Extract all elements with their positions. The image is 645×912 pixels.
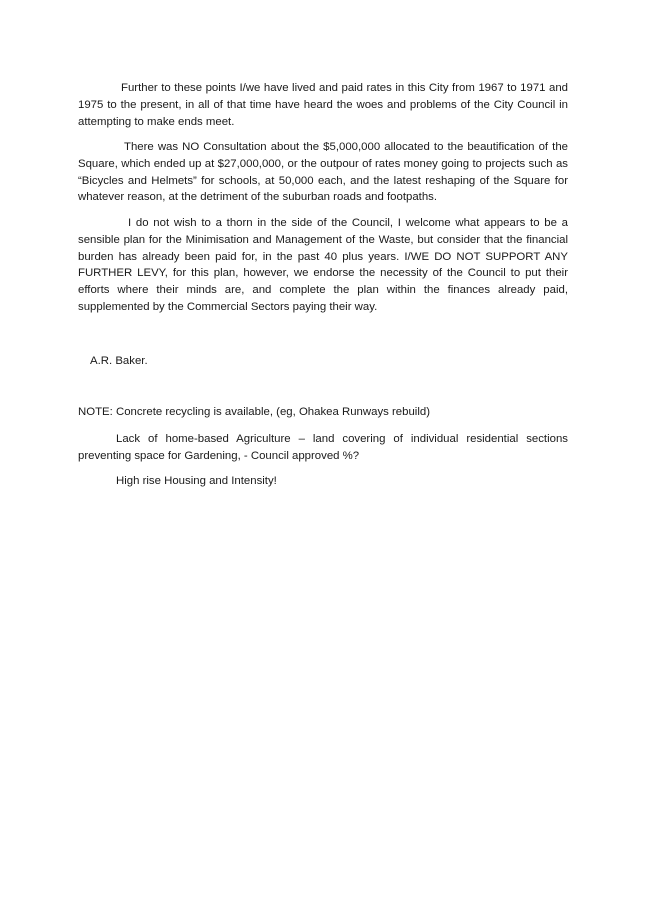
note-heading: NOTE: Concrete recycling is available, (eg, Ohakea Runways rebuild)	[78, 406, 430, 418]
signature: A.R. Baker.	[90, 355, 148, 367]
paragraph-text: Further to these points I/we have lived and paid rates in this City from 1967 to 1971 and 1975 to the present, in all of that time have heard the woes and problems of the City Council in attempting to make ends meet.	[78, 82, 568, 128]
paragraph-text: I do not wish to a thorn in the side of the Council, I welcome what appears to be a sensible plan for the Minimisation and Management of the Waste, but consider that the financial burden has already been paid for, in the past 40 plus years. I/WE DO NOT SUPPORT ANY FURTHER LEVY, for this plan, however, we endorse the necessity of the Council to put their efforts where their minds are, and complete the plan within the finances already paid, supplemented by the Commercial Sectors paying their way.	[78, 217, 568, 313]
note-item-agriculture	[78, 431, 568, 465]
paragraph-levy-position	[78, 215, 568, 316]
paragraph-rates-history	[78, 80, 568, 130]
paragraph-consultation	[78, 139, 568, 206]
note-item-text: Lack of home-based Agriculture – land covering of individual residential sections preventing space for Gardening, - Council approved %?	[78, 433, 568, 462]
paragraph-text: There was NO Consultation about the $5,000,000 allocated to the beautification of the Square, which ended up at $27,000,000, or the outpour of rates money going to projects such as “Bicycles and Helmets” for schools, at 50,000 each, and the latest reshaping of the Square for whatever reason, at the detriment of the suburban roads and footpaths.	[78, 141, 568, 204]
note-item-housing: High rise Housing and Intensity!	[116, 475, 277, 487]
